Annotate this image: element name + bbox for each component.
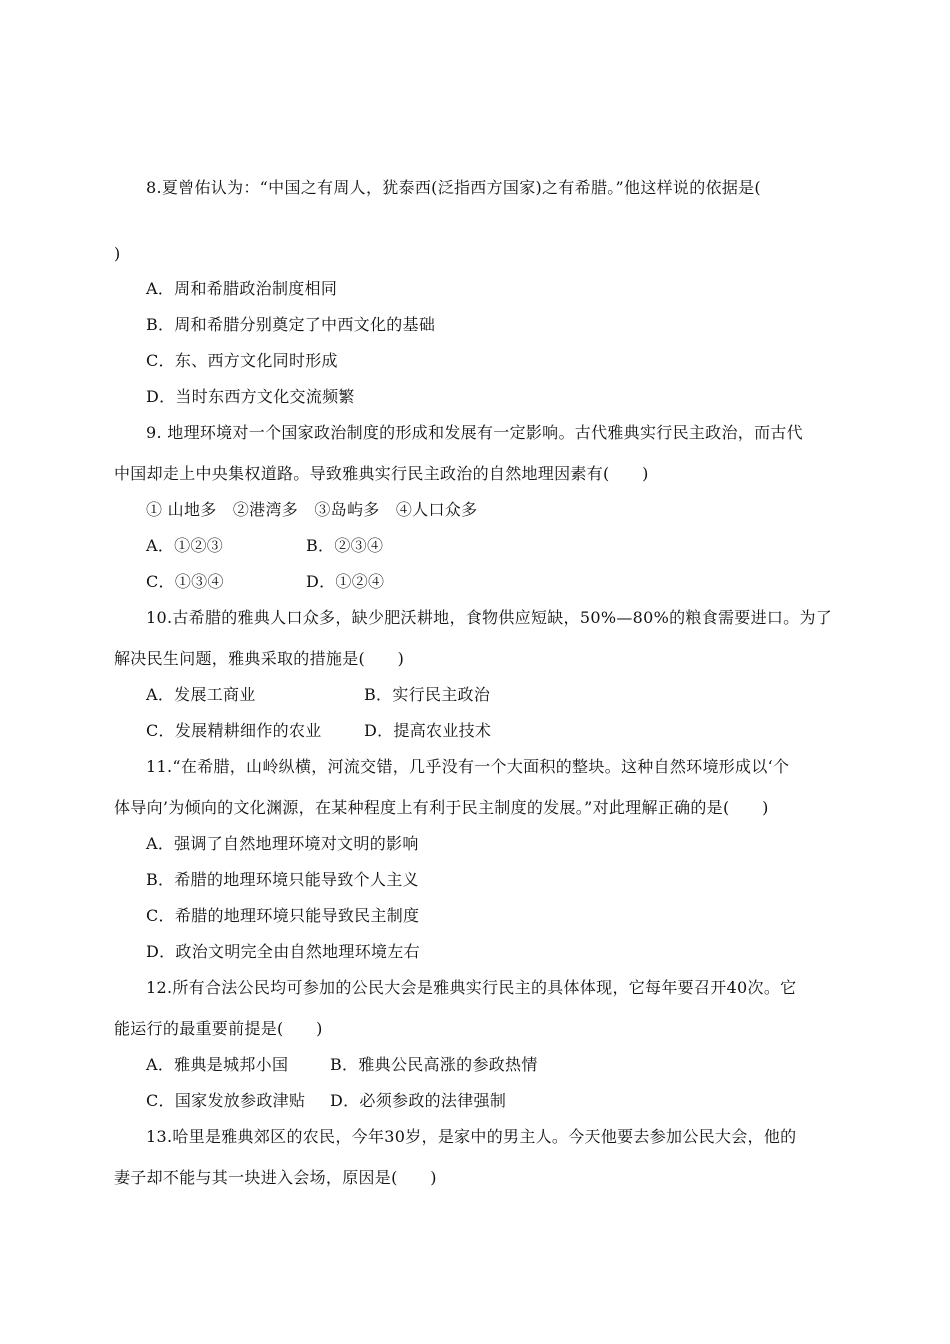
question-12-option-b: B．雅典公民高涨的参政热情 xyxy=(330,1055,538,1074)
question-11-option-a: A．强调了自然地理环境对文明的影响 xyxy=(146,834,419,853)
question-8-option-b: B．周和希腊分别奠定了中西文化的基础 xyxy=(146,315,436,334)
question-9-option-a: A．①②③ xyxy=(146,536,224,555)
question-8-stem-line-2: ) xyxy=(114,244,121,263)
question-13-stem-line-1: 13.哈里是雅典郊区的农民，今年30岁，是家中的男主人。今天他要去参加公民大会，他的 xyxy=(146,1127,797,1146)
question-9-options-row-2 xyxy=(146,572,384,592)
question-9-option-d: D．①②④ xyxy=(306,572,385,591)
question-number: 11. xyxy=(146,757,173,776)
question-8-option-c: C．东、西方文化同时形成 xyxy=(146,351,338,370)
question-number: 12. xyxy=(146,978,173,997)
question-10-options-row-1 xyxy=(146,685,490,705)
question-number: 8. xyxy=(146,178,162,197)
question-8-option-a: A．周和希腊政治制度相同 xyxy=(146,279,338,298)
question-10-stem-line-1: 10.古希腊的雅典人口众多，缺少肥沃耕地，食物供应短缺，50%—80%的粮食需要进口。为了 xyxy=(146,608,833,627)
question-9-stem-line-2: 中国却走上中央集权道路。导致雅典实行民主政治的自然地理因素有( ) xyxy=(114,464,649,483)
question-10-stem-line-2: 解决民生问题，雅典采取的措施是( ) xyxy=(114,649,405,668)
question-10-options-row-2 xyxy=(146,721,491,741)
question-11-option-c: C．希腊的地理环境只能导致民主制度 xyxy=(146,906,420,925)
question-12-option-a: A．雅典是城邦小国 xyxy=(146,1055,289,1074)
question-9-items: ① 山地多 ②港湾多 ③岛屿多 ④人口众多 xyxy=(146,500,478,519)
question-8-stem-line-1: 8.夏曾佑认为：“中国之有周人，犹泰西(泛指西方国家)之有希腊。”他这样说的依据是( xyxy=(146,178,761,197)
question-11-stem-line-2: 体导向’为倾向的文化渊源，在某种程度上有利于民主制度的发展。”对此理解正确的是( ) xyxy=(114,798,769,817)
question-12-options-row-2 xyxy=(146,1091,506,1111)
question-9-stem-line-1: 9. 地理环境对一个国家政治制度的形成和发展有一定影响。古代雅典实行民主政治，而古代 xyxy=(146,423,803,442)
question-12-options-row-1 xyxy=(146,1055,538,1075)
question-9-option-c: C．①③④ xyxy=(146,572,224,591)
question-12-option-d: D．必须参政的法律强制 xyxy=(330,1091,507,1110)
question-10-option-a: A．发展工商业 xyxy=(146,685,256,704)
question-number: 10. xyxy=(146,608,173,627)
question-10-option-b: B．实行民主政治 xyxy=(364,685,491,704)
question-12-stem-line-1: 12.所有合法公民均可参加的公民大会是雅典实行民主的具体体现，它每年要召开40次。它 xyxy=(146,978,797,997)
question-number: 9. xyxy=(146,423,162,442)
question-9-option-b: B．②③④ xyxy=(306,536,384,555)
question-10-option-c: C．发展精耕细作的农业 xyxy=(146,721,322,740)
question-11-option-b: B．希腊的地理环境只能导致个人主义 xyxy=(146,870,419,889)
question-10-option-d: D．提高农业技术 xyxy=(364,721,492,740)
question-11-option-d: D．政治文明完全由自然地理环境左右 xyxy=(146,942,420,961)
question-9-options-row-1 xyxy=(146,536,383,556)
question-number: 13. xyxy=(146,1127,173,1146)
question-12-option-c: C．国家发放参政津贴 xyxy=(146,1091,306,1110)
question-12-stem-line-2: 能运行的最重要前提是( ) xyxy=(114,1019,323,1038)
question-13-stem-line-2: 妻子却不能与其一块进入会场，原因是( ) xyxy=(114,1168,437,1187)
question-8-option-d: D．当时东西方文化交流频繁 xyxy=(146,387,355,406)
question-11-stem-line-1: 11.“在希腊，山岭纵横，河流交错，几乎没有一个大面积的整块。这种自然环境形成以‘个 xyxy=(146,757,790,776)
